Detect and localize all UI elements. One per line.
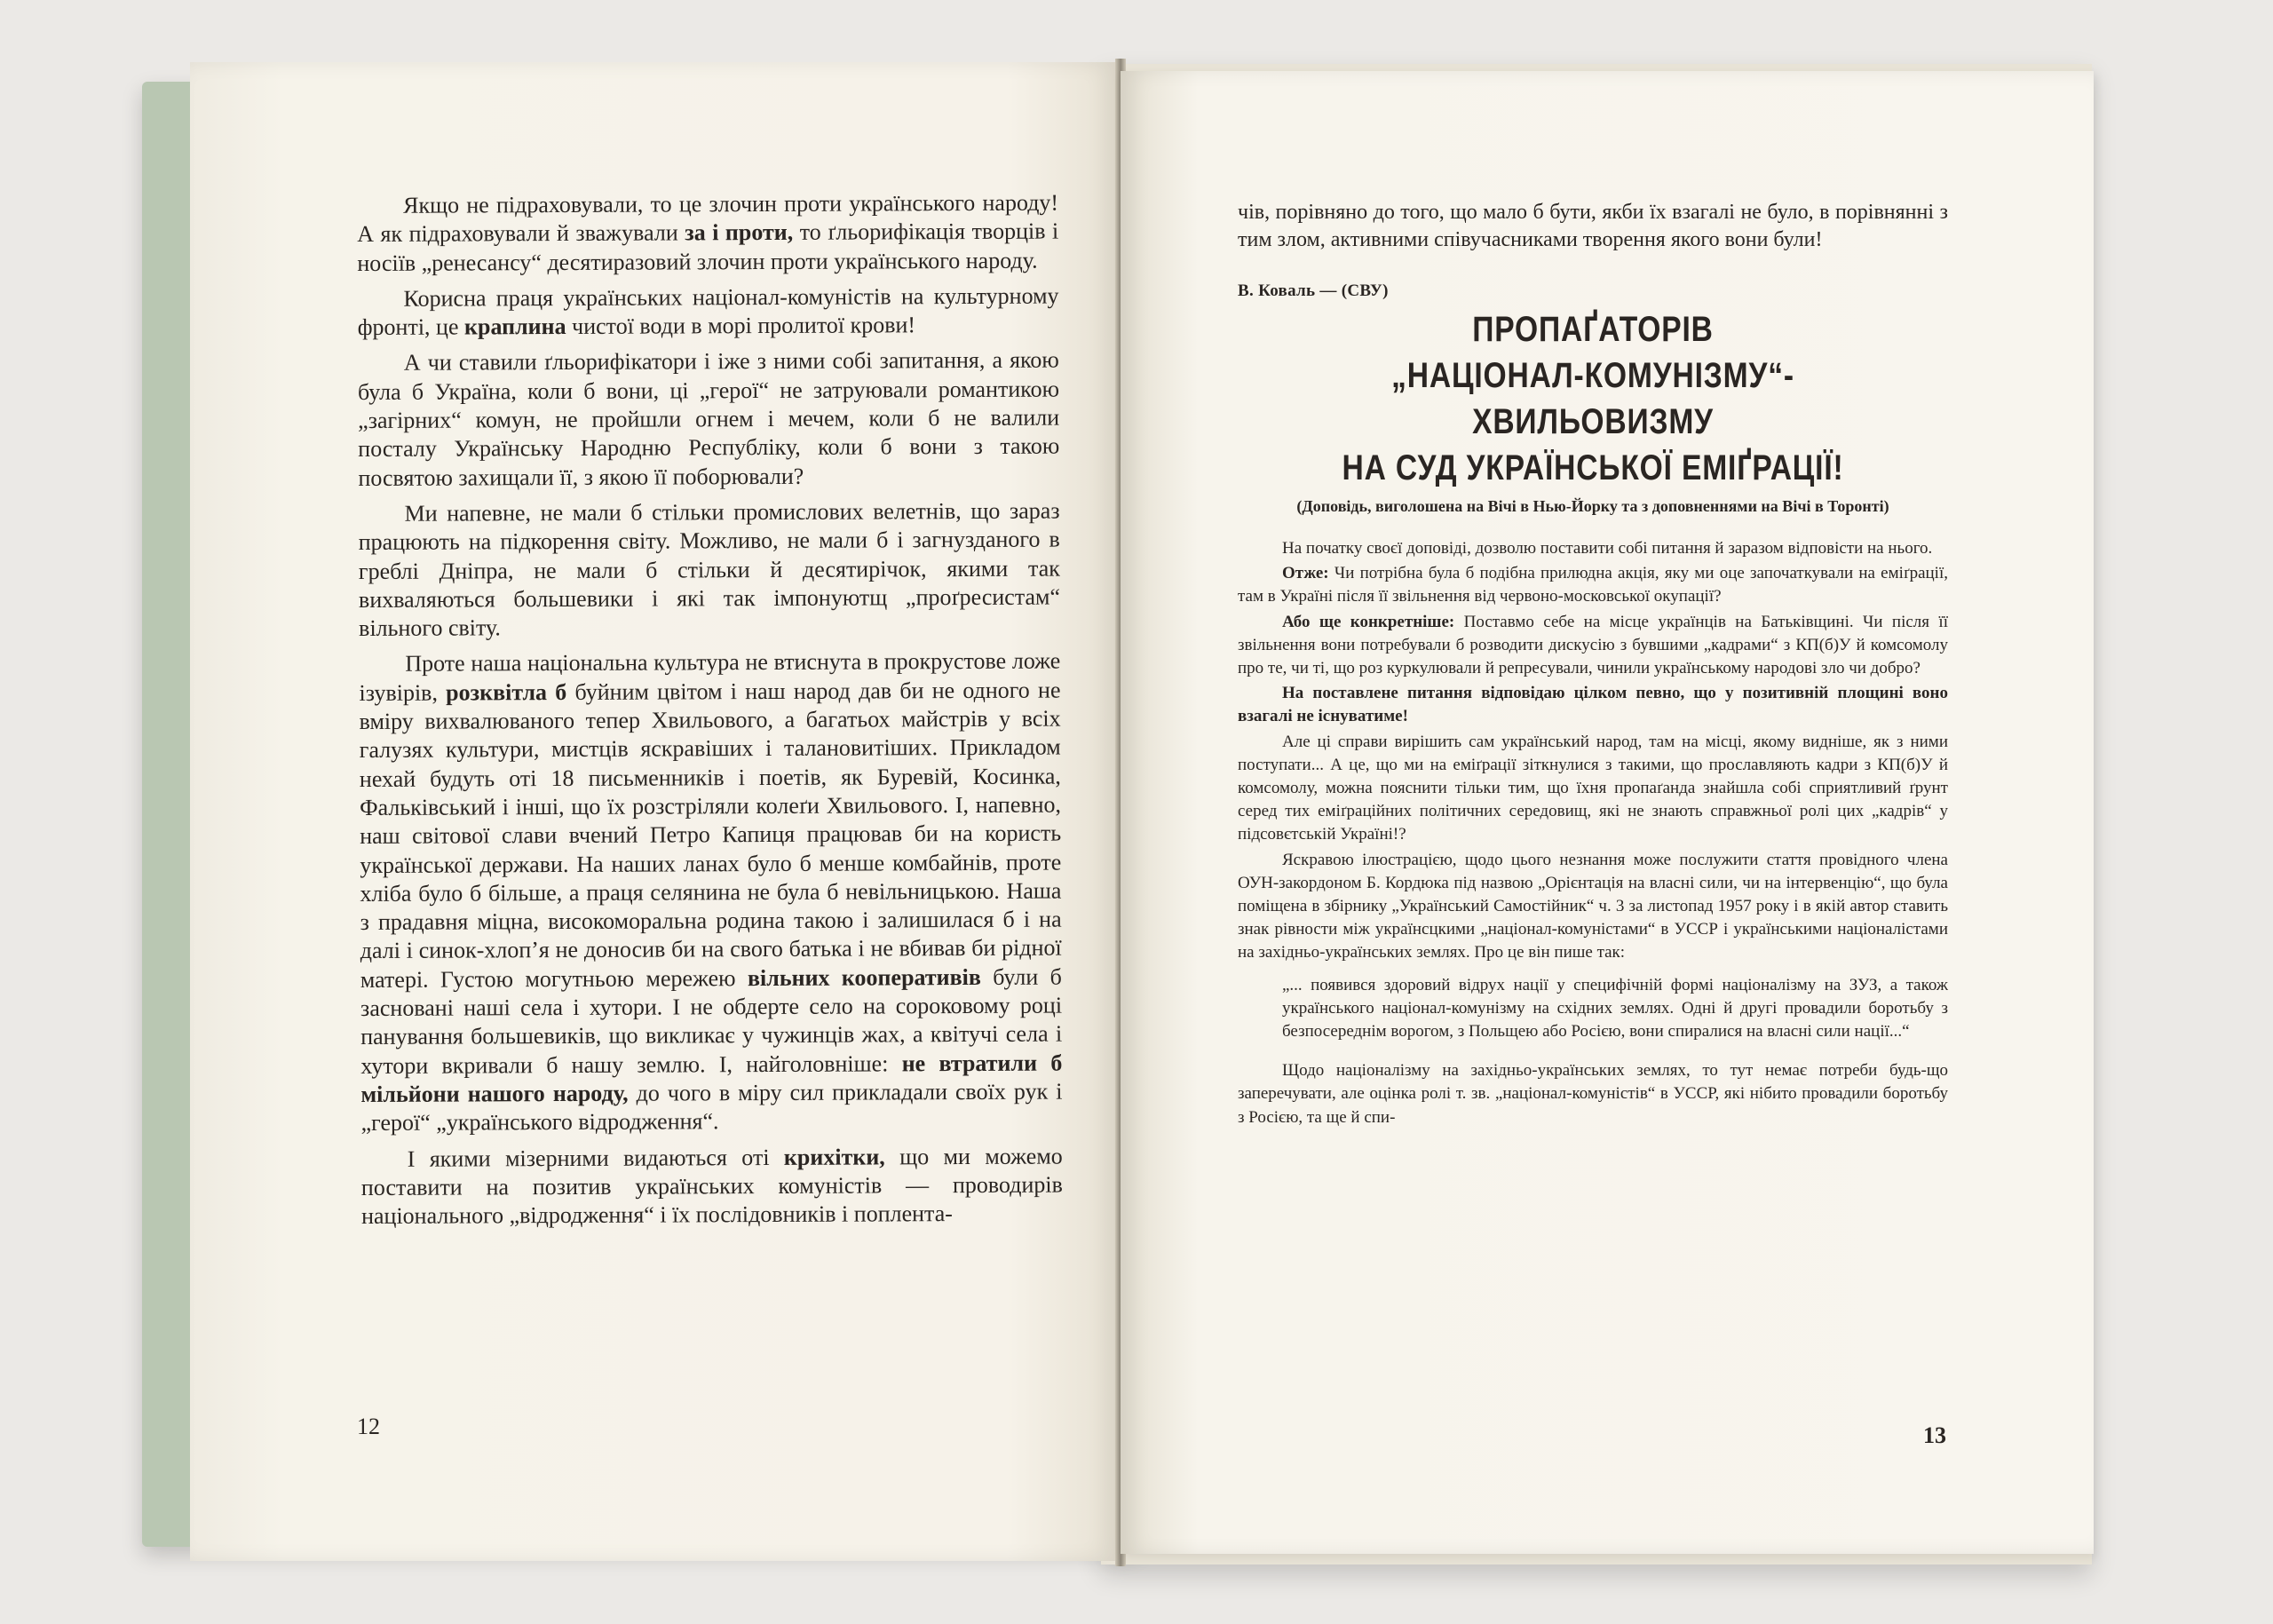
text-run: до чого в міру сил прикладали своїх рук і „герої“ „українського відродження“.	[360, 1078, 1063, 1137]
article-body	[1238, 537, 1948, 965]
emphasized-text: На поставлене питання відповідаю цілком певно, що у позитивній площині воно взагалі не існуватиме!	[1238, 684, 1948, 726]
paragraph	[1238, 731, 1948, 847]
text-run: І якими мізерними видаються оті	[407, 1144, 784, 1172]
emphasized-text: Або ще конкретніше:	[1282, 612, 1455, 631]
paragraph	[1238, 537, 1948, 560]
emphasized-text: вільних кооперативів	[747, 963, 981, 991]
emphasized-text: краплина	[463, 313, 566, 340]
text-run: Але ці справи вирішить сам український народ, там на місці, якому видніше, як з ними поступати... А це, що ми на еміґрації зіткнулися з такими, що прославляють кадри з КП(б)У й комсомолу, можна пояснити тільки тим, що їхня пропаґанда знайшла собі сприятливий ґрунт серед тих еміґраційних політичних середовищ, які не знають справжньої ролі цих „кадрів“ у підсовєтській Україні!?	[1238, 732, 1948, 844]
paragraph	[361, 1142, 1063, 1231]
left-page	[190, 62, 1119, 1561]
text-run: буйним цвітом і наш народ дав би не одного не вміру вихвалюваного тепер Хвильового, а багатьох майстрів у всіх галузях культури, мистців яскравіших і талановитіших. Прикладом нехай будуть оті 18 письменників і поетів, як Буревій, Косинка, Фальківський і інші, що їх розстріляли колеґи Хвильового. І, напевно, наш світової слави вчений Петро Капиця працював би на користь української держави. На наших ланах було б менше комбайнів, проте хліба було б більше, а праця селянина не була б невільницькою. Наша з прадавня міцна, високоморальна родина такою і залишилася б і на далі і синок-хлоп’я не доносив би на свого батька і не вбивав би рідної матері. Густою могутньою мережею	[359, 677, 1062, 993]
paragraph	[357, 189, 1058, 278]
paragraph	[359, 647, 1062, 1137]
left-page-text	[357, 189, 1063, 1239]
left-page-number: 12	[357, 1414, 380, 1439]
text-run: чистої води в морі пролитої крови!	[566, 312, 916, 340]
text-run: Корисна праця українських націонал-комуністів на культурному фронті, це	[357, 282, 1059, 341]
text-run: Ми напевне, не мали б стільки промислових велетнів, що зараз працюють на підкорення світу. Можливо, не мали б і загнузданого в греблі Дніпра, не мали б стільки й десятирічок, якими так вихваляються большевики і які так імпонуютщ „проґресистам“ вільного світу.	[358, 497, 1061, 642]
right-page	[1121, 71, 2094, 1554]
paragraph	[1238, 562, 1948, 608]
continued-text: чів, порівняно до того, що мало б бути, якби їх взагалі не було, в порівнянні з тим злом, активними співучасниками творення якого вони були!	[1238, 201, 1948, 251]
quotation: „... появився здоровий відрух нації у специфічній формі націоналізму на ЗУЗ, а також українського націонал-комунізму на східних землях. Одні й другі провадили боротьбу з безпосереднім ворогом, з Польщею або Росією, вони спиралися на власні сили нації...“	[1282, 975, 1948, 1042]
paragraph	[1238, 611, 1948, 681]
emphasized-text: за і проти,	[685, 219, 794, 246]
paragraph	[1238, 849, 1948, 965]
paragraph	[357, 281, 1058, 342]
article-subtitle: (Доповідь, виголошена на Вічі в Нью-Йорку та з доповненнями на Вічі в Торонті)	[1296, 497, 1889, 515]
text-run: то ґльорифікація творців і носіїв „ренесансу“ десятиразовий злочин проти українського народу.	[357, 218, 1059, 276]
emphasized-text: не втратили б мільйони нашого народу,	[360, 1050, 1063, 1107]
article-headline	[1295, 306, 1891, 491]
emphasized-text: крихітки,	[783, 1143, 885, 1170]
closing-paragraph-wrap	[1238, 1059, 1948, 1129]
closing-paragraph: Щодо націоналізму на західньо-українських землях, то тут немає потреби будь-що заперечувати, але оцінка ролі т. зв. „націонал-комуністів“ в УССР, які нібито провадили боротьбу з Росією, та ще й спи-	[1238, 1061, 1948, 1127]
right-page-text	[1238, 199, 1948, 1131]
text-run: були б засновані наші села і хутори. І не обдерте село на сороковому році панування большевиків, що викликає у чужинців жах, а квітучі села і хутори вкривали б нашу землю. І, найголовніше:	[360, 963, 1063, 1079]
author-line: В. Коваль — (СВУ)	[1238, 281, 1389, 300]
emphasized-text: Отже:	[1282, 564, 1329, 583]
text-run: що ми можемо поставити на позитив українських комуністів — проводирів національного „відродження“ і їх послідовників і поплента-	[360, 1143, 1063, 1230]
paragraph	[358, 346, 1060, 493]
paragraph	[359, 497, 1061, 644]
text-run: Яскравою ілюстрацією, щодо цього незнання може послужити стаття провідного члена ОУН-закордоном Б. Кордюка під назвою „Орієнтація на власні сили, чи на інтервенцію“, що була поміщена в збірнику „Український Самостійник“ ч. 3 за листопад 1957 року і в якій автор ставить знак рівности між українсцкими „націонал-комуністами“ в УССР і українськими націоналістами на західньо-українських землях. Про це він пише так:	[1238, 850, 1948, 963]
emphasized-text: розквітла б	[446, 678, 567, 706]
text-run: Поставмо себе на місце українців на Батьківщині. Чи після її звільнення вони потребували б розводити дискусію з бувшими „кадрами“ з КП(б)У й комсомолу про те, чи ті, що роз куркулювали й репресували, чинили українському народові зло чи добро?	[1238, 612, 1948, 678]
text-run: Якщо не підраховували, то це злочин проти українського народу! А як підраховували й зважували	[357, 189, 1059, 248]
headline-line: „НАЦІОНАЛ-КОМУНІЗМУ“-ХВИЛЬОВИЗМУ	[1391, 356, 1794, 441]
text-run: А чи ставили ґльорифікатори і іже з ними собі запитання, а якою була б Україна, коли б вони, ці „герої“ не затруювали романтикою „загірних“ комун, не пройшли огнем і мечем, коли б не валили посталу Українську Народню Республіку, коли б вони з такою посвятою захищали її, з якою її поборювали?	[357, 347, 1060, 491]
text-run: Чи потрібна була б подібна прилюдна акція, яку ми оце започаткували на еміґрації, там в Україні після її звільнення від червоно-московської окупації?	[1238, 564, 1948, 606]
headline-line: НА СУД УКРАЇНСЬКОЇ ЕМІҐРАЦІЇ!	[1342, 448, 1844, 487]
text-run: Проте наша національна культура не втиснута в прокрустове ложе ізувірів,	[359, 648, 1061, 706]
paragraph	[1238, 682, 1948, 728]
text-run: На початку своєї доповіді, дозволю поставити собі питання й заразом відповісти на нього.	[1282, 539, 1933, 558]
headline-line: ПРОПАҐАТОРІВ	[1472, 310, 1714, 349]
right-page-number: 13	[1923, 1422, 1946, 1448]
